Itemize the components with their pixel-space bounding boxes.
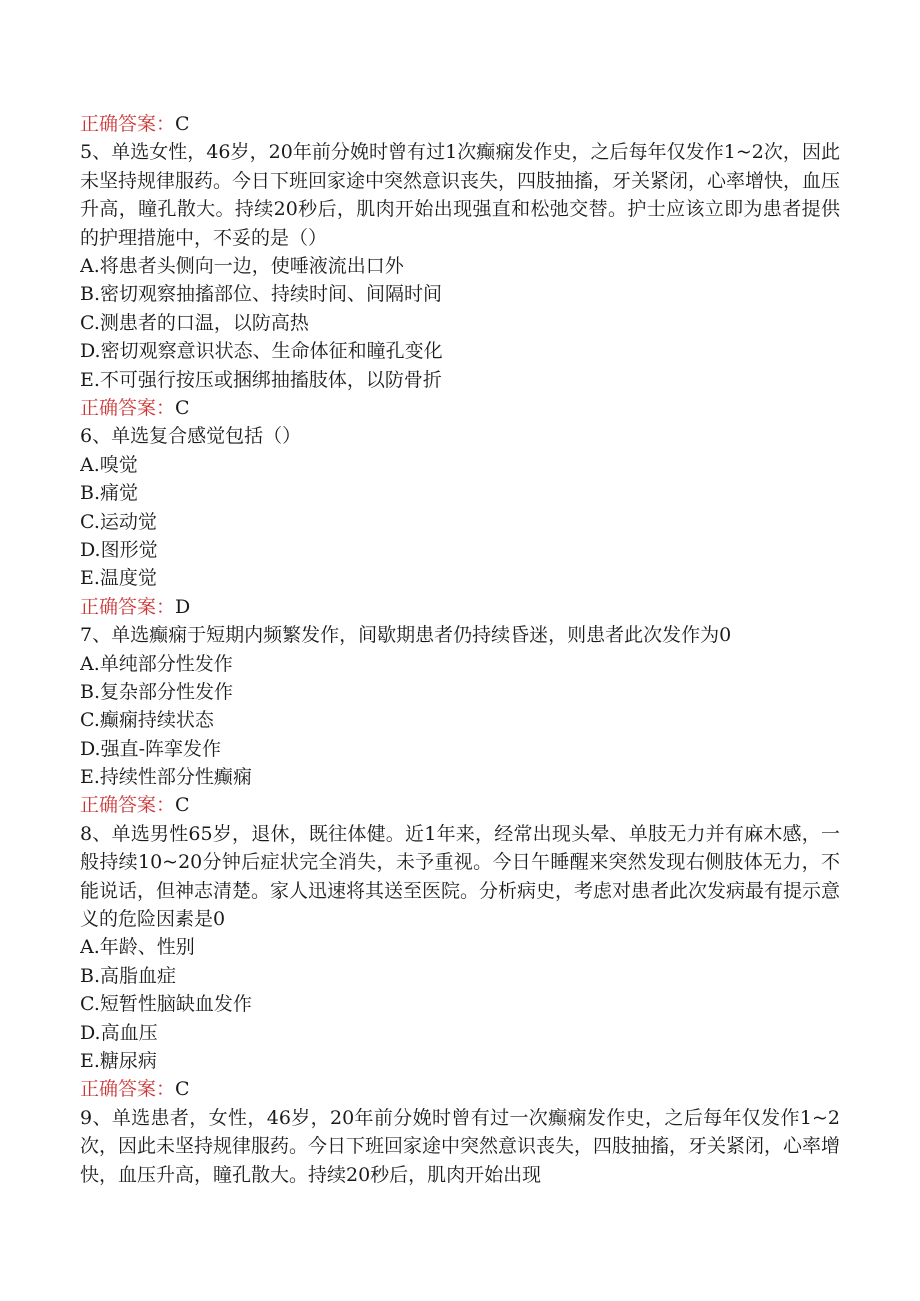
answer-value: C [175,396,190,419]
question-5-option-d: D.密切观察意识状态、生命体征和瞳孔变化 [80,340,443,363]
answer-label: 正确答案： [80,794,176,817]
answer-label: 正确答案： [80,396,176,419]
question-8-option-c: C.短暂性脑缺血发作 [80,993,252,1016]
question-8-option-b: B.高脂血症 [80,964,177,987]
answer-line-q4 [80,110,840,138]
question-7-option-a: A.单纯部分性发作 [80,652,233,675]
question-7-option-e: E.持续性部分性癫痫 [80,766,252,789]
question-5-option-a: A.将患者头侧向一边，使唾液流出口外 [80,255,404,278]
question-8-option-a: A.年龄、性别 [80,936,195,959]
answer-value: D [175,595,191,618]
question-5-answer [80,394,840,422]
answer-label: 正确答案： [80,595,176,618]
answer-value: C [175,794,190,817]
answer-value: C [175,1078,190,1101]
question-8-option-d: D.高血压 [80,1021,158,1044]
question-6-option-d: D.图形觉 [80,538,158,561]
question-7-option-d: D.强直-阵挛发作 [80,737,222,760]
question-5-option-c: C.测患者的口温，以防高热 [80,311,309,334]
answer-value: C [175,113,190,135]
question-7-answer [80,791,840,819]
question-8-stem: 8、单选男性65岁，退休，既往体健。近1年来，经常出现头晕、单肢无力并有麻木感，一般持续10~20分钟后症状完全消失，未予重视。今日午睡醒来突然发现右侧肢体无力，不能说话，但神志清楚。家人迅速将其送至医院。分析病史，考虑对患者此次发病最有提示意义的危险因素是0 [80,822,841,931]
question-6-stem: 6、单选复合感觉包括（） [80,425,302,448]
question-5-option-b: B.密切观察抽搐部位、持续时间、间隔时间 [80,283,443,306]
question-9-stem: 9、单选患者，女性，46岁，20年前分娩时曾有过一次癫痫发作史，之后每年仅发作1~2次，因此未坚持规律服药。今日下班回家途中突然意识丧失，四肢抽搐，牙关紧闭，心率增快，血压升高，瞳孔散大。持续20秒后，肌肉开始出现 [80,1106,841,1186]
question-6-option-a: A.嗅觉 [80,453,138,476]
question-6-option-b: B.痛觉 [80,482,139,505]
question-5-stem: 5、单选女性，46岁，20年前分娩时曾有过1次癫痫发作史，之后每年仅发作1~2次，因此未坚持规律服药。今日下班回家途中突然意识丧失，四肢抽搐，牙关紧闭，心率增快，血压升高，瞳孔散大。持续20秒后，肌肉开始出现强直和松弛交替。护士应该立即为患者提供的护理措施中，不妥的是（） [80,141,841,249]
question-6-option-e: E.温度觉 [80,567,157,590]
answer-label: 正确答案： [80,1078,176,1101]
question-6-answer [80,593,840,621]
question-6-option-c: C.运动觉 [80,510,157,533]
document-page [80,110,840,1189]
question-8-answer [80,1075,840,1103]
question-7-stem: 7、单选癫痫于短期内频繁发作，间歇期患者仍持续昏迷，则患者此次发作为0 [80,624,732,647]
answer-label: 正确答案： [80,113,176,135]
question-7-option-b: B.复杂部分性发作 [80,680,234,703]
question-7-option-c: C.癫痫持续状态 [80,709,214,732]
question-8-option-e: E.糖尿病 [80,1050,157,1073]
question-5-option-e: E.不可强行按压或捆绑抽搐肢体，以防骨折 [80,368,442,391]
